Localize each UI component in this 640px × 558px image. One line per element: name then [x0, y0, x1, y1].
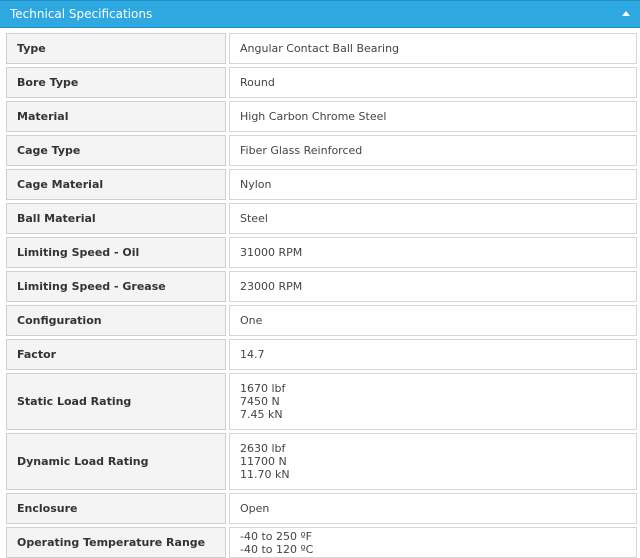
spec-value-multiline: [229, 527, 637, 558]
spec-row-configuration: [6, 305, 637, 336]
spec-row-bore-type: [6, 67, 637, 98]
spec-value: Steel: [229, 203, 637, 234]
panel-title: Technical Specifications: [10, 7, 153, 21]
spec-row-dynamic-load-rating: [6, 433, 637, 490]
spec-value-line: 7.45 kN: [240, 408, 283, 421]
spec-label: Bore Type: [6, 67, 226, 98]
spec-row-factor: [6, 339, 637, 370]
spec-value: Angular Contact Ball Bearing: [229, 33, 637, 64]
spec-row-limiting-speed-oil: [6, 237, 637, 268]
spec-row-enclosure: [6, 493, 637, 524]
spec-value: Fiber Glass Reinforced: [229, 135, 637, 166]
spec-label: Configuration: [6, 305, 226, 336]
spec-value-line: -40 to 120 ºC: [240, 542, 314, 556]
spec-value-multiline: [229, 433, 637, 490]
spec-value: Nylon: [229, 169, 637, 200]
spec-label: Limiting Speed - Oil: [6, 237, 226, 268]
spec-value: One: [229, 305, 637, 336]
spec-value-line: 7450 N: [240, 395, 280, 408]
spec-label: Static Load Rating: [6, 373, 226, 430]
spec-label: Cage Material: [6, 169, 226, 200]
specifications-table: [3, 30, 640, 558]
spec-value-multiline: [229, 373, 637, 430]
spec-row-limiting-speed-grease: [6, 271, 637, 302]
spec-value: High Carbon Chrome Steel: [229, 101, 637, 132]
spec-value: 31000 RPM: [229, 237, 637, 268]
spec-label: Material: [6, 101, 226, 132]
spec-label: Factor: [6, 339, 226, 370]
spec-label: Dynamic Load Rating: [6, 433, 226, 490]
spec-value: Open: [229, 493, 637, 524]
spec-value: 14.7: [229, 339, 637, 370]
spec-label: Cage Type: [6, 135, 226, 166]
spec-label: Type: [6, 33, 226, 64]
spec-label: Ball Material: [6, 203, 226, 234]
spec-label: Operating Temperature Range: [6, 527, 226, 558]
spec-value-line: 11.70 kN: [240, 468, 290, 481]
spec-row-static-load-rating: [6, 373, 637, 430]
spec-row-operating-temperature-range: [6, 527, 637, 558]
spec-value-line: -40 to 250 ºF: [240, 529, 313, 543]
spec-row-cage-material: [6, 169, 637, 200]
spec-value: 23000 RPM: [229, 271, 637, 302]
spec-label: Enclosure: [6, 493, 226, 524]
spec-row-ball-material: [6, 203, 637, 234]
spec-label: Limiting Speed - Grease: [6, 271, 226, 302]
collapse-arrow-up-icon[interactable]: [622, 11, 630, 16]
spec-row-material: [6, 101, 637, 132]
spec-row-type: [6, 33, 637, 64]
spec-value-line: 11700 N: [240, 455, 287, 468]
panel-header[interactable]: [0, 0, 640, 28]
spec-value-line: 2630 lbf: [240, 442, 286, 455]
spec-row-cage-type: [6, 135, 637, 166]
spec-value: Round: [229, 67, 637, 98]
spec-value-line: 1670 lbf: [240, 382, 286, 395]
